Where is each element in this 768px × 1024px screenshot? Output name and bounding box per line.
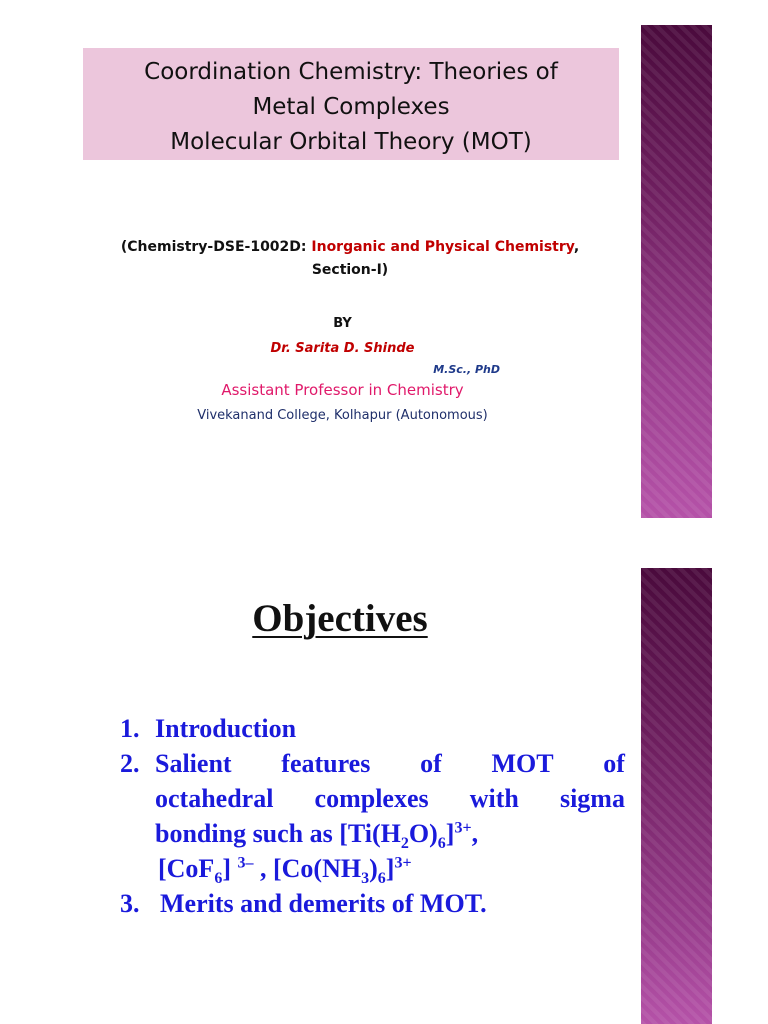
subscript: 3 — [361, 870, 370, 888]
formula-text: , — [471, 819, 479, 848]
word: sigma — [559, 784, 625, 813]
objectives-list — [120, 711, 625, 921]
objective-line — [155, 746, 625, 781]
word: MOT — [491, 749, 554, 778]
author-position: Assistant Professor in Chemistry — [221, 381, 464, 399]
slide-title-line-3: Molecular Orbital Theory (MOT) — [170, 129, 532, 155]
formula-text: ] — [445, 819, 455, 848]
objective-number: 1. — [120, 714, 140, 743]
formula-text: ] — [385, 854, 395, 883]
objectives-heading: Objectives — [252, 597, 428, 640]
course-suffix: , — [573, 239, 580, 255]
by-label: BY — [333, 316, 352, 331]
objective-line-formula-1 — [155, 816, 625, 851]
word: of — [420, 749, 442, 778]
course-subject: Inorganic and Physical Chemistry — [311, 239, 574, 255]
objective-text: Introduction — [155, 714, 297, 743]
subscript: 6 — [437, 835, 446, 853]
formula-text: O) — [408, 819, 438, 848]
course-section: Section-I) — [311, 262, 389, 278]
superscript: 3+ — [394, 854, 412, 872]
formula-text: ) — [369, 854, 378, 883]
slide-title-line-1: Coordination Chemistry: Theories of — [144, 59, 558, 85]
objective-line-formula-2 — [158, 851, 625, 886]
word: with — [469, 784, 519, 813]
objective-item-2 — [120, 746, 625, 886]
formula-text: bonding such as [Ti(H — [155, 819, 401, 848]
word: complexes — [314, 784, 429, 813]
superscript: 3+ — [454, 819, 472, 837]
decorative-side-bar-top — [641, 25, 712, 518]
slide-title-box — [83, 48, 619, 160]
objective-number: 2. — [120, 749, 140, 778]
objective-item-3 — [120, 886, 625, 921]
course-prefix: (Chemistry-DSE-1002D: — [120, 239, 312, 255]
formula-text: [CoF — [158, 854, 215, 883]
objective-number: 3. — [120, 889, 140, 918]
course-line-1 — [60, 236, 640, 259]
objective-text — [155, 746, 625, 886]
superscript: 3– — [237, 854, 254, 872]
subscript: 2 — [400, 835, 409, 853]
slide-title-line-2: Metal Complexes — [252, 94, 450, 120]
formula-text: , [Co(NH — [253, 854, 362, 883]
word: octahedral — [155, 784, 274, 813]
word: Salient — [155, 749, 232, 778]
formula-text: ] — [222, 854, 238, 883]
decorative-side-bar-bottom — [641, 568, 712, 1024]
word: of — [603, 749, 625, 778]
course-info — [60, 236, 640, 282]
author-name: Dr. Sarita D. Shinde — [270, 341, 415, 356]
word: features — [281, 749, 371, 778]
author-college: Vivekanand College, Kolhapur (Autonomous) — [197, 408, 488, 423]
objective-text: Merits and demerits of MOT. — [160, 889, 487, 918]
author-degree: M.Sc., PhD — [433, 363, 500, 376]
objective-item-1 — [120, 711, 625, 746]
subscript: 6 — [377, 870, 386, 888]
objective-line — [155, 781, 625, 816]
subscript: 6 — [214, 870, 223, 888]
